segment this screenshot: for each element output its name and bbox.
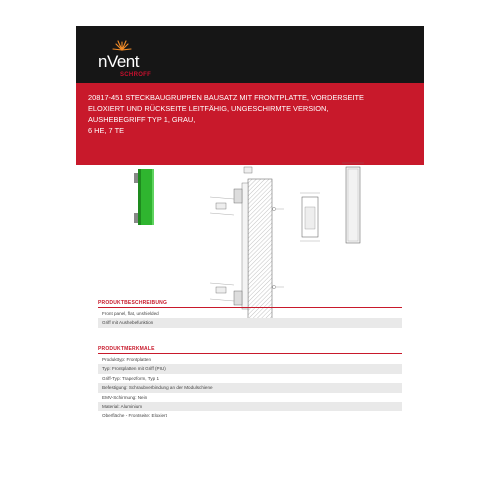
features-heading: PRODUKTMERKMALE	[98, 346, 155, 352]
product-photo	[134, 167, 156, 229]
feature-row: Material: Aluminium	[98, 402, 402, 411]
logo-text: nVent	[98, 52, 139, 71]
description-row: Front panel, flat, unshielded	[102, 311, 159, 316]
product-title: 20817-451 STECKBAUGRUPPEN BAUSATZ MIT FRONTPLATTE, VORDERSEITE ELOXIERT UND RÜCKSEITE LEITFÄHIG, UNGESCHIRMTE VERSION, AUSHEBEGRIFF TYP 1, GRAU, 6 HE, 7 TE	[88, 93, 364, 135]
side-view-drawing	[298, 159, 378, 249]
description-rule	[98, 307, 402, 308]
feature-row: Oberfläche - Frontseite: Eloxiert	[102, 413, 167, 419]
nvent-logo	[98, 40, 188, 80]
feature-row: Befestigung: Schraubverbindung an der Modulschiene	[98, 383, 402, 392]
title-band	[76, 83, 424, 165]
description-list	[98, 309, 402, 328]
features-list	[98, 355, 402, 421]
feature-row: EMV-Schirmung: Nein	[102, 394, 148, 400]
datasheet-page	[76, 26, 424, 478]
brand-header	[76, 26, 424, 83]
feature-row: Produkttyp: Frontplatten	[102, 357, 152, 362]
feature-row: Griff-Typ: Trapezform, Typ 1	[102, 375, 160, 381]
logo-spark-icon	[108, 34, 148, 52]
logo-subtext: SCHROFF	[120, 72, 152, 78]
features-rule	[98, 353, 402, 354]
description-row: Griff mit Aushebefunktion	[98, 318, 402, 327]
feature-row: Typ: Frontplatten mit Griff (PIU)	[98, 364, 402, 373]
description-heading: PRODUKTBESCHREIBUNG	[98, 300, 168, 306]
